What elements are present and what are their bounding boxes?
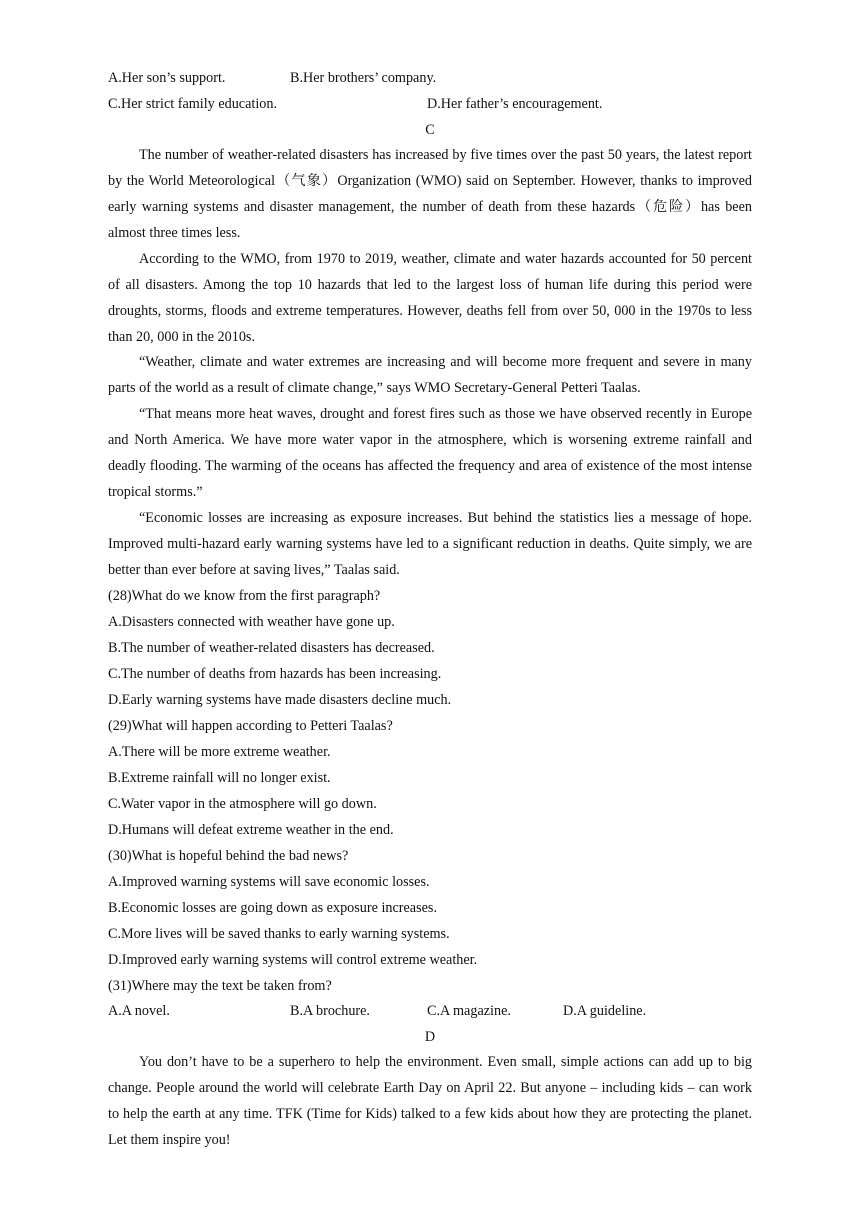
question-28-option-c: C.The number of deaths from hazards has been increasing. xyxy=(108,666,442,682)
section-c-paragraph-3: “Weather, climate and water extremes are increasing and will become more frequent and severe in many parts of the world as a result of climate change,” says WMO Secretary-General Petteri Taalas. xyxy=(108,354,752,396)
question-29-option-a: A.There will be more extreme weather. xyxy=(108,744,331,760)
question-29-option-c: C.Water vapor in the atmosphere will go down. xyxy=(108,796,377,812)
section-c-paragraph-1: The number of weather-related disasters has increased by five times over the past 50 years, the latest report by the World Meteorological（气象）Organization (WMO) said on September. However, thanks to improved early warning systems and disaster management, the number of death from these hazards（危险）has been almost three times less. xyxy=(108,147,752,241)
section-c-paragraph-5: “Economic losses are increasing as exposure increases. But behind the statistics lies a message of hope. Improved multi-hazard early warning systems have led to a significant reduction in deaths. Quite simply, we are better than ever before at saving lives,” Taalas said. xyxy=(108,510,752,578)
question-30-option-c: C.More lives will be saved thanks to early warning systems. xyxy=(108,926,450,942)
question-30-stem: (30)What is hopeful behind the bad news? xyxy=(108,848,349,864)
question-29-option-b: B.Extreme rainfall will no longer exist. xyxy=(108,770,331,786)
section-c-heading: C xyxy=(425,122,435,138)
question-29-option-d: D.Humans will defeat extreme weather in the end. xyxy=(108,822,394,838)
section-d-paragraph-1: You don’t have to be a superhero to help the environment. Even small, simple actions can add up to big change. People around the world will celebrate Earth Day on April 22. But anyone – including kids – can work to help the earth at any time. TFK (Time for Kids) talked to a few kids about how they are protecting the planet. Let them inspire you! xyxy=(108,1054,752,1148)
question-28-stem: (28)What do we know from the first paragraph? xyxy=(108,588,381,604)
prev-option-c: C.Her strict family education. xyxy=(108,96,278,112)
prev-option-a: A.Her son’s support. xyxy=(108,70,226,86)
question-31-option-d: D.A guideline. xyxy=(563,1003,647,1019)
section-d-heading: D xyxy=(424,1029,436,1045)
question-31-stem: (31)Where may the text be taken from? xyxy=(108,978,332,994)
question-28-option-d: D.Early warning systems have made disasters decline much. xyxy=(108,692,452,708)
prev-option-b: B.Her brothers’ company. xyxy=(290,70,437,86)
question-31-option-b: B.A brochure. xyxy=(290,1003,370,1019)
section-c-paragraph-2: According to the WMO, from 1970 to 2019, weather, climate and water hazards accounted for 50 percent of all disasters. Among the top 10 hazards that led to the largest loss of human life during this period were droughts, storms, floods and extreme temperatures. However, deaths fell from over 50, 000 in the 1970s to less than 20, 000 in the 2010s. xyxy=(108,251,752,345)
section-c-paragraph-4: “That means more heat waves, drought and forest fires such as those we have observed recently in Europe and North America. We have more water vapor in the atmosphere, which is worsening extreme rainfall and deadly flooding. The warming of the oceans has affected the frequency and area of existence of the most intense tropical storms.” xyxy=(108,406,752,500)
question-30-option-d: D.Improved early warning systems will control extreme weather. xyxy=(108,952,478,968)
question-28-option-a: A.Disasters connected with weather have gone up. xyxy=(108,614,395,630)
question-28-option-b: B.The number of weather-related disasters has decreased. xyxy=(108,640,435,656)
question-31-option-a: A.A novel. xyxy=(108,1003,170,1019)
question-30-option-a: A.Improved warning systems will save economic losses. xyxy=(108,874,430,890)
question-31-option-c: C.A magazine. xyxy=(427,1003,511,1019)
question-29-stem: (29)What will happen according to Petteri Taalas? xyxy=(108,718,393,734)
prev-option-d: D.Her father’s encouragement. xyxy=(427,96,603,112)
question-30-option-b: B.Economic losses are going down as exposure increases. xyxy=(108,900,437,916)
